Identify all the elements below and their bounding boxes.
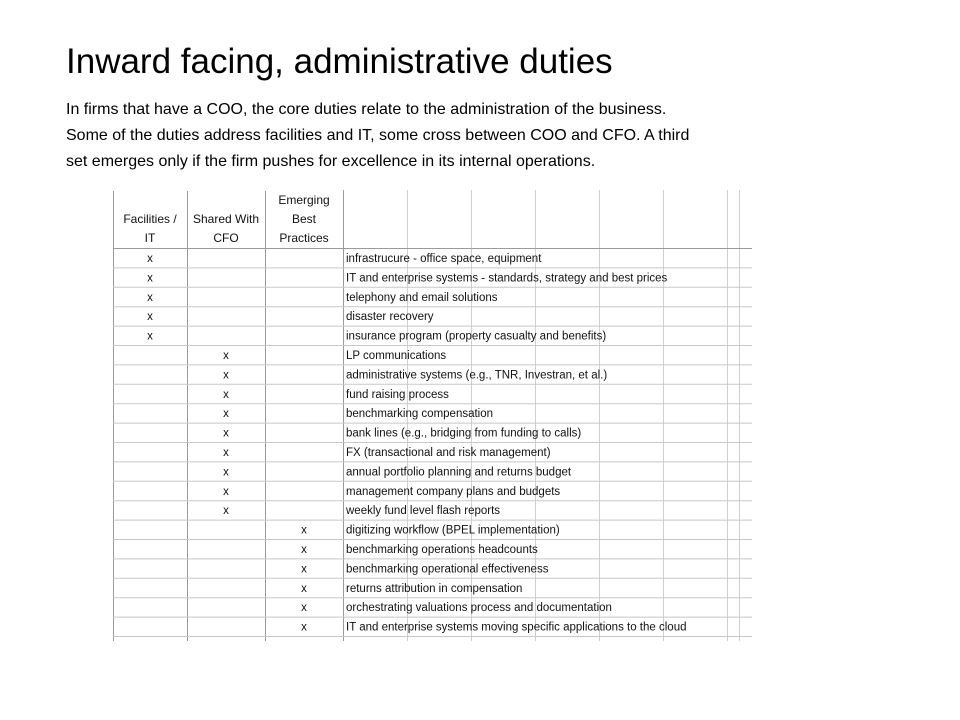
duty-text: digitizing workflow (BPEL implementation) [346, 524, 560, 537]
duty-mark: x [147, 311, 153, 324]
column-header-text: Shared With [192, 212, 260, 226]
duty-mark: x [301, 602, 307, 615]
duty-text: annual portfolio planning and returns budget [346, 466, 572, 479]
duty-mark: x [147, 291, 153, 304]
column-header-text: CFO [213, 231, 239, 245]
duty-text: benchmarking operational effectiveness [346, 563, 549, 576]
duty-mark: x [223, 505, 229, 518]
duty-mark: x [301, 621, 307, 634]
slide-title: Inward facing, administrative duties [66, 42, 613, 81]
duty-mark: x [147, 253, 153, 265]
duty-text: infrastrucure - office space, equipment [346, 253, 542, 265]
column-header-text: Emerging [278, 193, 330, 207]
intro-line: set emerges only if the firm pushes for excellence in its internal operations. [66, 153, 596, 170]
duty-mark: x [223, 408, 229, 421]
duty-mark: x [223, 447, 229, 459]
duty-text: LP communications [346, 350, 447, 362]
duty-text: administrative systems (e.g., TNR, Investran, et al.) [346, 369, 608, 382]
duty-mark: x [223, 427, 229, 440]
duty-text: weekly fund level flash reports [346, 505, 501, 518]
duty-text: bank lines (e.g., bridging from funding to calls) [346, 427, 582, 440]
column-header-text: Practices [279, 231, 329, 245]
duty-mark: x [301, 544, 307, 556]
duty-text: benchmarking compensation [346, 408, 494, 421]
duties-spreadsheet [113, 190, 752, 641]
duty-mark: x [223, 388, 229, 401]
duty-text: IT and enterprise systems moving specific applications to the cloud [346, 621, 687, 634]
intro-line: Some of the duties address facilities and IT, some cross between COO and CFO. A third [66, 127, 690, 144]
column-header-text: Best [291, 212, 317, 226]
duty-text: IT and enterprise systems - standards, strategy and best prices [346, 272, 668, 285]
duty-mark: x [223, 369, 229, 382]
duty-text: FX (transactional and risk management) [346, 447, 551, 459]
duty-mark: x [147, 330, 153, 343]
intro-line: In firms that have a COO, the core duties relate to the administration of the business. [66, 101, 667, 118]
duty-text: insurance program (property casualty and benefits) [346, 330, 607, 343]
duty-text: fund raising process [346, 388, 449, 401]
duty-text: telephony and email solutions [346, 291, 498, 304]
duty-text: disaster recovery [346, 311, 434, 324]
intro-paragraph [66, 97, 846, 175]
duty-mark: x [301, 524, 307, 537]
duty-text: returns attribution in compensation [346, 582, 523, 595]
duty-mark: x [223, 350, 229, 362]
duty-mark: x [301, 582, 307, 595]
column-header-text: Facilities / [123, 212, 177, 226]
column-header-text: IT [144, 231, 156, 245]
duty-mark: x [223, 466, 229, 479]
duties-grid [113, 190, 752, 641]
duty-text: management company plans and budgets [346, 485, 561, 498]
duty-text: benchmarking operations headcounts [346, 544, 538, 556]
duty-mark: x [301, 563, 307, 576]
duty-text: orchestrating valuations process and documentation [346, 602, 612, 615]
duty-mark: x [147, 272, 153, 285]
duty-mark: x [223, 485, 229, 498]
